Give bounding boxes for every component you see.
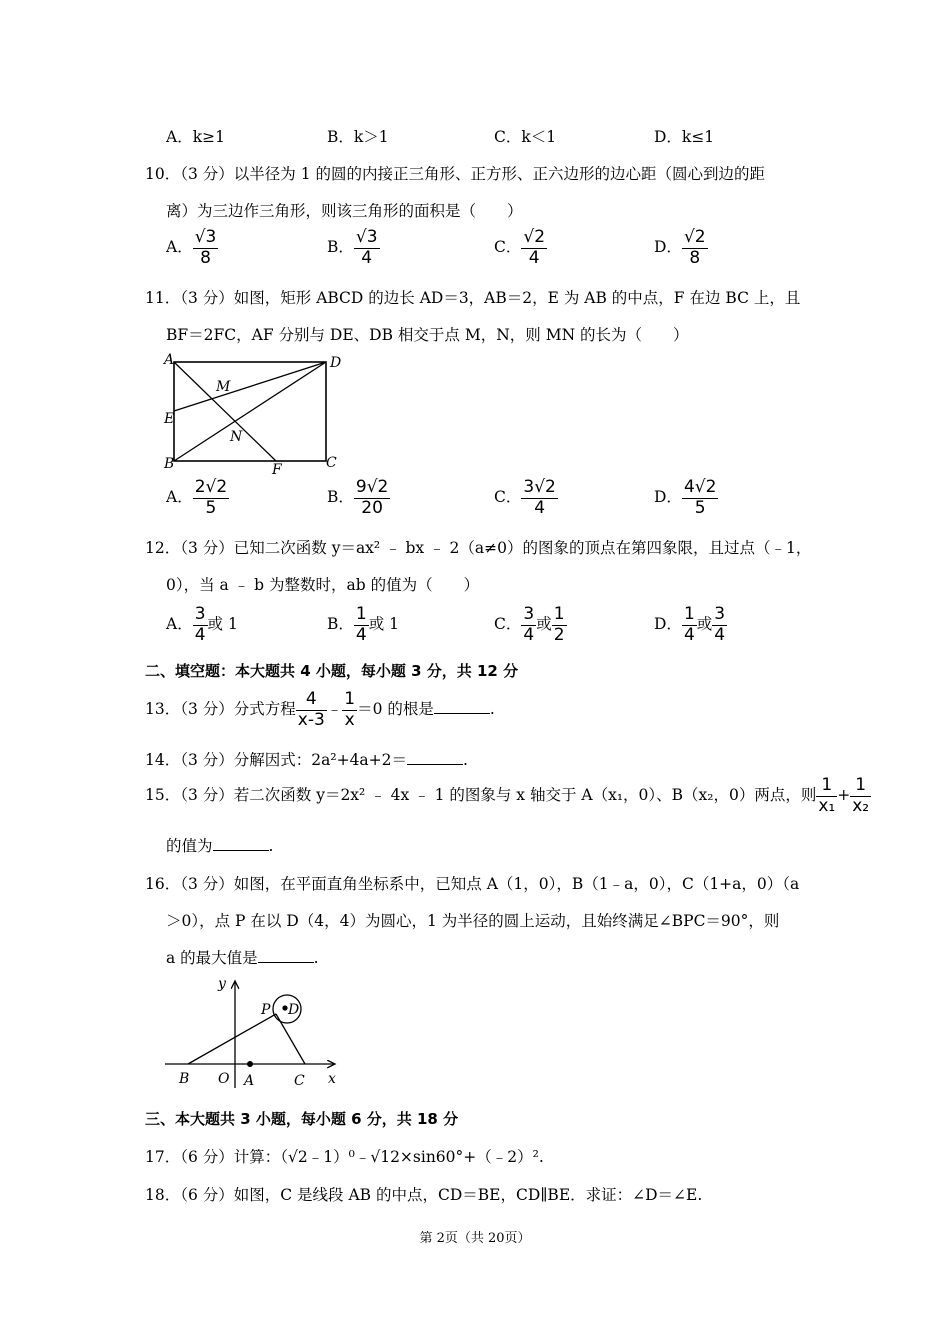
q10-option-d: D． $\frac{√2}{8}$ [654,227,706,268]
q18: 18．（6 分）如图，C 是线段 AB 的中点，CD＝BE，CD∥BE．求证：∠D＝∠E. [145,1186,703,1204]
q11-label-a: A [164,352,175,368]
section-2-heading: 二、填空题：本大题共 4 小题，每小题 3 分，共 12 分 [145,662,519,680]
page-footer: 第 2页（共 20页） [419,1231,531,1246]
q14-answer-blank [407,750,463,765]
q16-label-c: C [294,1073,305,1089]
q13-answer-blank [434,699,490,714]
section-3-heading: 三、本大题共 3 小题，每小题 6 分，共 18 分 [145,1110,459,1128]
q16-label-y: y [218,976,226,992]
q16-label-b: B [179,1071,190,1087]
q10-option-b: B． $\frac{√3}{4}$ [327,227,378,268]
q9-option-c: C．k＜1 [494,128,557,146]
q11-option-c: C． $\frac{3√2}{4}$ [494,477,556,518]
q11-option-a: A． $\frac{2√2}{5}$ [166,477,228,518]
q11-label-n: N [230,429,243,445]
q11-label-b: B [164,456,175,472]
q16-label-x: x [328,1071,336,1087]
q12-option-d: D． $\frac{1}{4}$ 或 $\frac{3}{4}$ [654,604,726,645]
q10-option-c: C． $\frac{√2}{4}$ [494,227,546,268]
q11-label-c: C [326,455,337,471]
q9-option-a: A．k≥1 [166,128,225,146]
q10-stem-line1: 10．（3 分）以半径为 1 的圆的内接正三角形、正方形、正六边形的边心距（圆心到边的距 [145,165,765,183]
q12-stem-line1: 12．（3 分）已知二次函数 y＝ax² ﹣ bx ﹣ 2（a≠0）的图象的顶点在第四象限，且过点（﹣1， [145,539,812,557]
q11-label-m: M [216,379,231,395]
q11-option-d: D． $\frac{4√2}{5}$ [654,477,717,518]
q15-answer-blank [213,836,269,851]
q16-label-a: A [244,1073,255,1089]
q13: 13．（3 分）分式方程 $\frac{4}{x-3}$ ﹣ $\frac{1}{x}$ ＝0 的根是 . [145,689,495,730]
q9-option-d: D．k≤1 [654,128,715,146]
q16-label-o: O [218,1071,230,1087]
q17: 17．（6 分）计算：（√2﹣1）⁰﹣√12×sin60°+（﹣2）². [145,1148,544,1166]
q16-stem-line1: 16．（3 分）如图，在平面直角坐标系中，已知点 A（1，0），B（1﹣a，0），C（1+a，0）（a [145,875,800,893]
q10-stem-line2: 离）为三边作三角形，则该三角形的面积是（ ） [166,202,523,220]
q16-coordinate-figure [160,973,350,1093]
q11-label-f: F [272,462,282,475]
q11-stem-line2: BF＝2FC，AF 分别与 DE、DB 相交于点 M，N，则 MN 的长为（ ） [166,326,689,344]
q11-stem-line1: 11．（3 分）如图，矩形 ABCD 的边长 AD＝3，AB＝2，E 为 AB 的中点，F 在边 BC 上，且 [145,289,801,307]
q15-line2: 的值为 . [166,837,274,855]
q16-stem-line3: a 的最大值是 . [166,949,319,967]
q16-label-d: D [288,1002,300,1018]
q11-rectangle-figure [160,350,350,475]
q14: 14．（3 分）分解因式：2a²+4a+2＝ . [145,751,468,769]
q12-option-c: C． $\frac{3}{4}$ 或 $\frac{1}{2}$ [494,604,565,645]
q15-line1: 15．（3 分）若二次函数 y＝2x² ﹣ 4x ﹣ 1 的图象与 x 轴交于 A（x₁，0）、B（x₂，0）两点，则 $\frac{1}{\text{x₁}}$ + $\frac{1}{\text{x₂}}$ [145,775,870,816]
q11-label-e: E [164,411,175,427]
q11-label-d: D [330,355,342,371]
q11-option-b: B． $\frac{9√2}{20}$ [327,477,389,518]
q12-option-b: B． $\frac{1}{4}$ 或 1 [327,604,400,645]
q9-option-b: B．k＞1 [327,128,389,146]
q16-answer-blank [258,948,314,963]
q12-stem-line2: 0），当 a ﹣ b 为整数时，ab 的值为（ ） [166,576,480,594]
q10-option-a: A． $\frac{√3}{8}$ [166,227,217,268]
q16-stem-line2: ＞0），点 P 在以 D（4，4）为圆心，1 为半径的圆上运动，且始终满足∠BPC＝90°，则 [166,912,780,930]
q16-label-p: P [261,1002,271,1018]
q12-option-a: A． $\frac{3}{4}$ 或 1 [166,604,238,645]
